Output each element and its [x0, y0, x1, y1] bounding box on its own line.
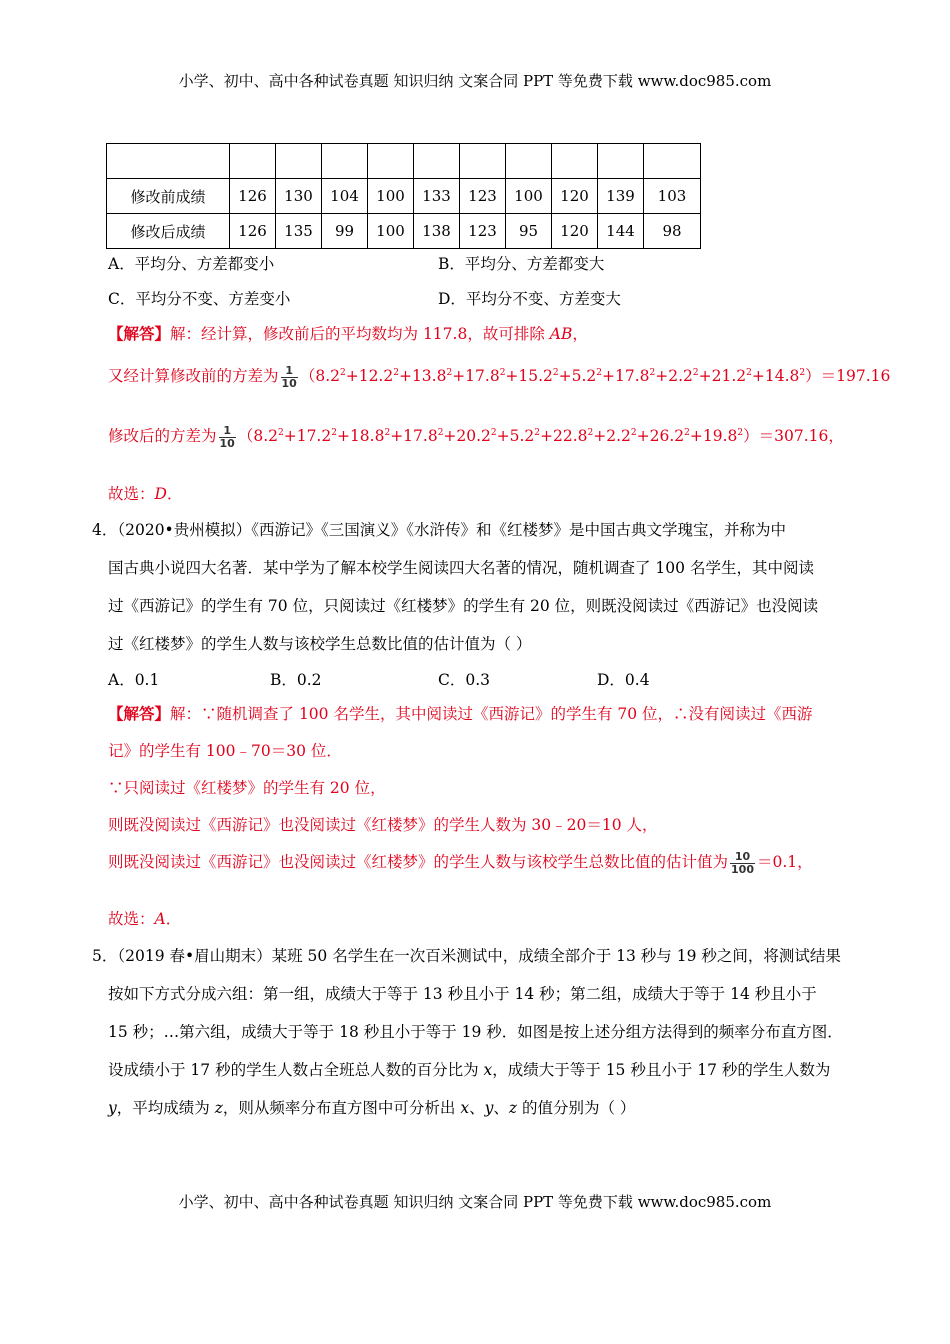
table-cell: 123 [460, 179, 506, 214]
q4-question-line2: 国古典小说四大名著．某中学为了解本校学生阅读四大名著的情况，随机调查了 100 名学生，其中阅读 [108, 559, 814, 577]
q3-option-d: D．平均分不变、方差变大 [438, 290, 621, 308]
row-label: 修改前成绩 [107, 179, 230, 214]
table-row [107, 179, 701, 214]
answer-tag: 【解答】 [108, 704, 171, 723]
page-header: 小学、初中、高中各种试卷真题 知识归纳 文案合同 PPT 等免费下载 www.doc985.com [178, 72, 772, 90]
table-cell: 139 [598, 179, 644, 214]
table-cell: 144 [598, 214, 644, 249]
q4-question-line1: 4．（2020•贵州模拟）《西游记》《三国演义》《水浒传》和《红楼梦》是中国古典文学瑰宝，并称为中 [92, 521, 786, 539]
q5-question-line1: 5．（2019 春•眉山期末）某班 50 名学生在一次百米测试中，成绩全部介于 13 秒与 19 秒之间，将测试结果 [92, 947, 841, 965]
table-cell: 95 [506, 214, 552, 249]
table-cell: 123 [460, 214, 506, 249]
fraction: $\frac{1}{10}$ [281, 363, 297, 390]
table-cell: 98 [644, 214, 701, 249]
q5-question-line2: 按如下方式分成六组：第一组，成绩大于等于 13 秒且小于 14 秒；第二组，成绩大于等于 14 秒且小于 [108, 985, 817, 1003]
q4-answer-choice: 故选：A． [108, 910, 182, 928]
table-header-row [107, 144, 701, 179]
table-cell: 130 [276, 179, 322, 214]
table-cell: 100 [368, 214, 414, 249]
table-cell: 120 [552, 214, 598, 249]
table-cell: 126 [230, 214, 276, 249]
fraction: $\frac{10}{100}$ [731, 849, 754, 876]
q5-question-line4: 设成绩小于 17 秒的学生人数占全班总人数的百分比为 x，成绩大于等于 15 秒且小于 17 秒的学生人数为 [108, 1061, 831, 1079]
table-row [107, 214, 701, 249]
q4-option-a: A．0.1 [108, 671, 160, 689]
q4-answer-line2: 记》的学生有 100﹣70＝30 位． [108, 742, 342, 760]
q3-option-b: B．平均分、方差都变大 [438, 255, 605, 273]
q4-question-line4: 过《红楼梦》的学生人数与该校学生总数比值的估计值为（ ） [108, 635, 532, 653]
table-cell: 135 [276, 214, 322, 249]
q3-answer-choice: 故选：D． [108, 485, 183, 503]
q3-option-c: C．平均分不变、方差变小 [108, 290, 291, 308]
table-cell: 104 [322, 179, 368, 214]
q5-question-line5: y，平均成绩为 z，则从频率分布直方图中可分析出 x、y、z 的值分别为（ ） [108, 1099, 636, 1117]
fraction: $\frac{1}{10}$ [219, 423, 235, 450]
q3-answer-variance-before: 又经计算修改前的方差为 $\frac{1}{10}$ $(8.2^2+12.2^2+13.8^2+17.8^2+15.2^2+5.2^2+17.8^2+2.2^2+21.2^2+14.8^2)=197.16$ [108, 363, 891, 390]
q4-option-c: C．0.3 [438, 671, 491, 689]
table-cell: 138 [414, 214, 460, 249]
page-footer: 小学、初中、高中各种试卷真题 知识归纳 文案合同 PPT 等免费下载 www.doc985.com [178, 1193, 772, 1211]
q4-option-d: D．0.4 [597, 671, 650, 689]
table-cell: 100 [368, 179, 414, 214]
q5-question-line3: 15 秒；…第六组，成绩大于等于 18 秒且小于等于 19 秒．如图是按上述分组方法得到的频率分布直方图． [108, 1023, 843, 1041]
score-table [106, 143, 701, 249]
q4-option-b: B．0.2 [270, 671, 322, 689]
q4-answer-line1: 【解答】解：∵随机调查了 100 名学生，其中阅读过《西游记》的学生有 70 位，∴没有阅读过《西游 [108, 704, 813, 723]
q3-option-a: A．平均分、方差都变小 [108, 255, 275, 273]
table-cell: 99 [322, 214, 368, 249]
q4-answer-line5: 则既没阅读过《西游记》也没阅读过《红楼梦》的学生人数与该校学生总数比值的估计值为 $\frac{10}{100}$ ＝0.1， [108, 849, 813, 876]
q3-answer-line1: 【解答】解：经计算，修改前后的平均数均为 117.8，故可排除 AB， [108, 324, 588, 343]
q4-answer-line4: 则既没阅读过《西游记》也没阅读过《红楼梦》的学生人数为 30﹣20＝10 人， [108, 816, 658, 834]
row-label: 修改后成绩 [107, 214, 230, 249]
q4-question-line3: 过《西游记》的学生有 70 位，只阅读过《红楼梦》的学生有 20 位，则既没阅读过《西游记》也没阅读 [108, 597, 819, 615]
answer-tag: 【解答】 [108, 324, 171, 343]
table-cell: 133 [414, 179, 460, 214]
table-cell: 103 [644, 179, 701, 214]
q4-answer-line3: ∵只阅读过《红楼梦》的学生有 20 位， [108, 779, 386, 797]
table-cell: 126 [230, 179, 276, 214]
table-cell: 120 [552, 179, 598, 214]
table-cell: 100 [506, 179, 552, 214]
q3-answer-variance-after: 修改后的方差为 $\frac{1}{10}$ $(8.2^2+17.2^2+18.8^2+17.8^2+20.2^2+5.2^2+22.8^2+2.2^2+26.2^2+19.8^2)=307.16$， [108, 423, 844, 450]
